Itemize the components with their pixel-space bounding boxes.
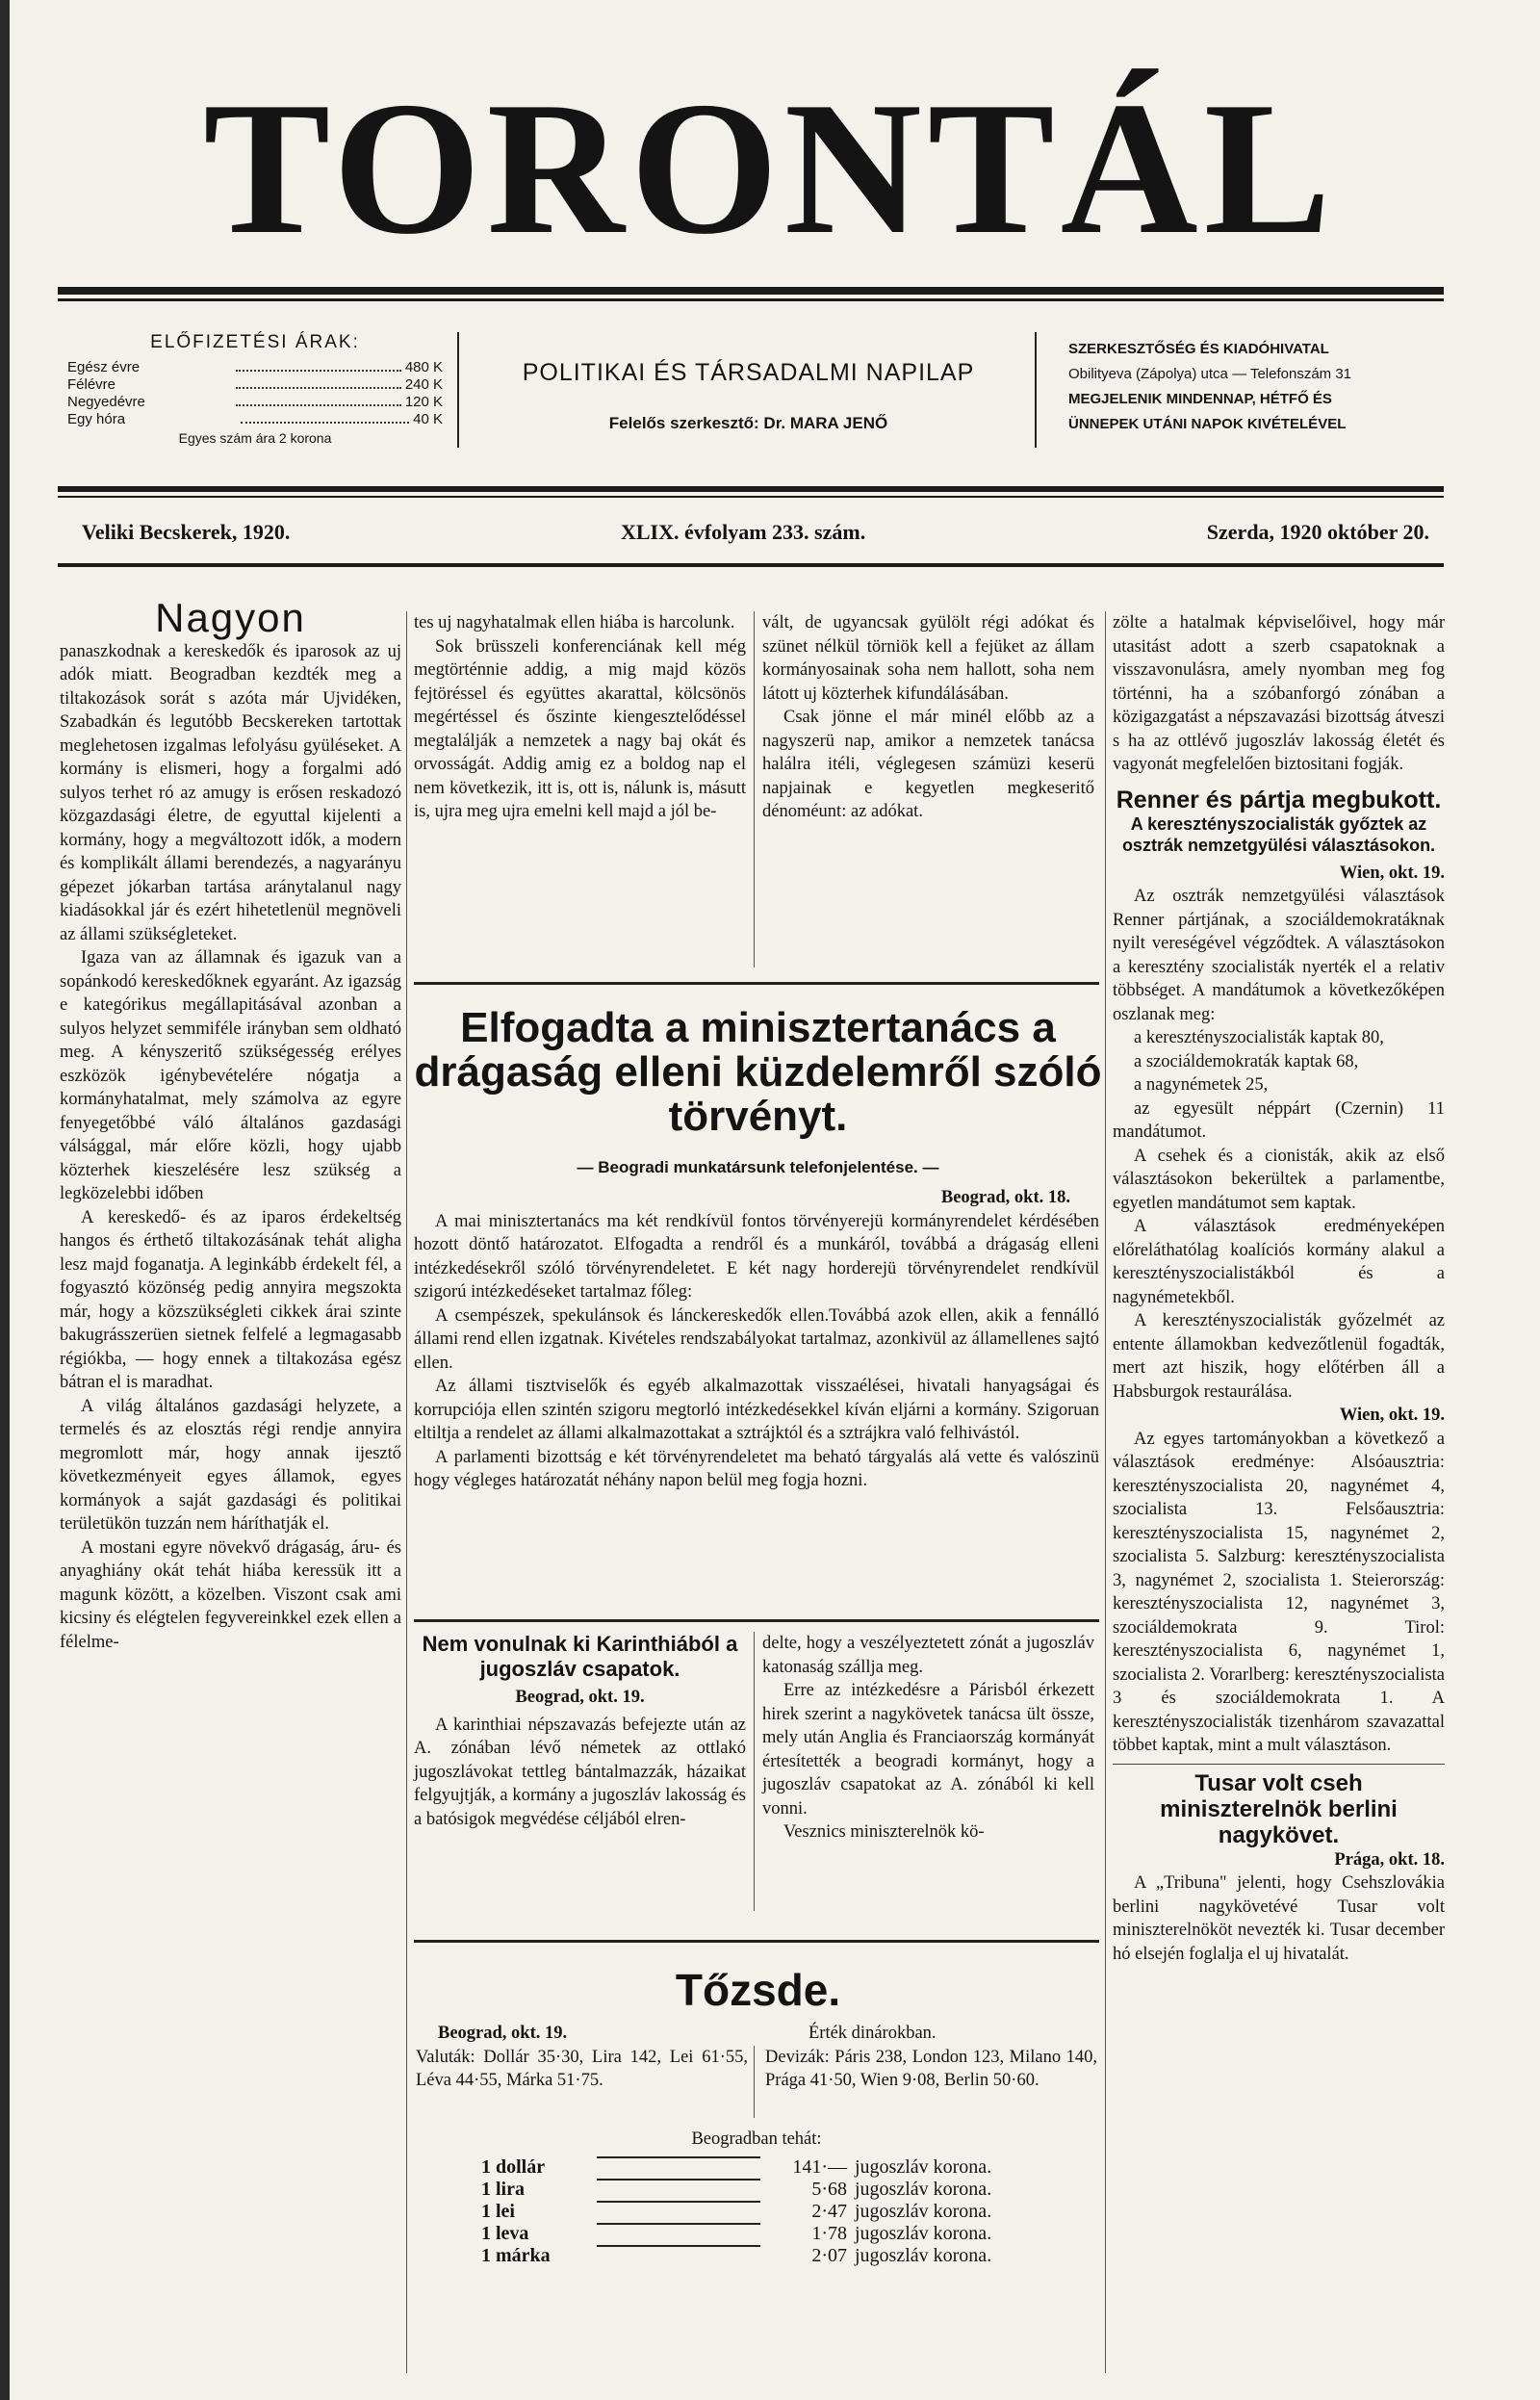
article-karinthia-col1: [414, 1632, 746, 1831]
separator: [1113, 1764, 1445, 1765]
editor-line: Felelős szerkesztő: Dr. MARA JENŐ: [608, 414, 888, 432]
masthead-rule: [58, 287, 1444, 295]
masthead: [82, 63, 1458, 273]
subscription-box: [67, 332, 443, 448]
header-divider: [457, 332, 459, 448]
paragraph: A csehek és a cionisták, akik az első választásokon bekerültek a parlamentbe, egyetlen mandátumot sem kaptak.: [1113, 1146, 1445, 1213]
paragraph: vált, de ugyancsak gyülölt régi adókat és szünet nélkül törniök kell a fejüket az állam kormányosainak soha nem hallott, soha nem látott uj közterhek kifundálásában.: [762, 613, 1094, 704]
column-divider: [754, 611, 755, 968]
paragraph: Erre az intézkedésre a Párisból érkezett hirek szerint a nagykövetek tanácsa ült össze, mely után Anglia és Franciaország kormányát értesítették a beogradi kormányt, hogy a jugoszláv csapatokat az A. zónából ki kell vonni.: [762, 1681, 1094, 1819]
article-nagyon-col2: [414, 611, 746, 824]
renner-dateline: Wien, okt. 19.: [1339, 863, 1445, 883]
tozsde-devizak: Devizák: Páris 238, London 123, Milano 140, Prága 41·50, Wien 9·08, Berlin 50·60.: [765, 2048, 1097, 2090]
section-rule: [414, 982, 1099, 985]
dateline-date: Szerda, 1920 október 20.: [1206, 520, 1429, 544]
column-divider: [1105, 611, 1106, 2373]
column-divider: [406, 611, 407, 2373]
publication-line: ÜNNEPEK UTÁNI NAPOK KIVÉTELÉVEL: [1068, 416, 1347, 432]
rate-row: 1 dollár 141·— jugoszláv korona.: [481, 2156, 992, 2178]
paragraph: Az állami tisztviselők és egyéb alkalmazottak visszaélései, hivatali hanyagságai és korrupciója ellen szintén szigoru megtorló intézkedésekkel kíván eljárni a kormány. Szigoruan eltiltja a rendelet az állami alkalmazottakat a sztrájktól és a sztrájkra való felhivástól.: [414, 1377, 1099, 1443]
paragraph: zölte a hatalmak képviselőivel, hogy már utasitást adott a szerb csapatoknak a visszavonulásra, amely nyomban meg fog történni, ha a szóbanforgó zónában a közigazgatást a népszavazási bizottság átveszi s ha az ottlévő jugoszláv lakosság életét és vagyonát megfelelően biztositani fogják.: [1113, 613, 1445, 774]
karinthia-dateline: Beograd, okt. 19.: [515, 1688, 645, 1707]
tusar-dateline: Prága, okt. 18.: [1334, 1849, 1445, 1870]
masthead-rule-thin: [58, 298, 1444, 301]
karinthia-headline: Nem vonulnak ki Karinthiából a jugoszláv csapatok.: [422, 1632, 738, 1681]
paragraph: Igaza van az államnak és igazuk van a sopánkodó kereskedőknek egyaránt. Az igazság e kategórikus megállapitásával azonban a sulyos helyzet semmiféle irányban sem oldható meg. A kényszeritő szükségesség erélyes eszközök igénybevételére nógatja a kormányhatalmat, mely számolva az egyre fenyegetőbbé váló általános gazdasági válsággal, már előre közli, hogy ujabb közterhek kieszelésére lesz szükség a legközelebbi időben: [60, 948, 401, 1203]
paragraph: tes uj nagyhatalmak ellen hiába is harcolunk.: [414, 613, 735, 632]
paragraph: a szociáldemokraták kaptak 68,: [1134, 1051, 1359, 1071]
miniszter-headline: Elfogadta a minisztertanács a drágaság elleni küzdelemről szóló törvényt.: [414, 1004, 1102, 1140]
tusar-headline: Tusar volt cseh miniszterelnök berlini nagykövet.: [1160, 1769, 1398, 1848]
rates-table: [481, 2156, 1040, 2267]
subscription-row: Negyedévre 120 K: [67, 394, 444, 410]
section-rule: [414, 1619, 1099, 1622]
subscription-heading: ELŐFIZETÉSI ÁRAK:: [150, 332, 360, 352]
subscription-row: Félévre 240 K: [67, 376, 444, 393]
paragraph: A kereskedő- és az iparos érdekeltség hangos és érthető tiltakozásának tehát aligha lesz majd foganatja. A leginkább érdekelt fél, a fogyasztó közönség pedig annyira megszokta már, hogy a közszükségleti cikkek árai szinte bakugrásszerüen sietnek felfelé a legmagasabb régiókba, — hogy ennek a tiltakozása egész bátran el is maradhat.: [60, 1207, 401, 1392]
article-karinthia-col2: [762, 1632, 1094, 1845]
paragraph: A világ általános gazdasági helyzete, a termelés és az elosztás régi rendje annyira megromlott már, hogy annak ijesztő következményeit egyes államok, egyes kormányok a saját gazdasági és politikai területükön tuzzán nem háríthatják el.: [60, 1396, 401, 1534]
rate-row: 1 leva 1·78 jugoszláv korona.: [481, 2223, 992, 2244]
article-nagyon-col1: [60, 595, 401, 1654]
header-right: [1068, 337, 1444, 437]
article-title: Nagyon: [155, 595, 306, 640]
paragraph: A mostani egyre növekvő drágaság, áru- és anyaghiány okát tehát hiába keressük itt a magunk között, a közelben. Viszont csak ami kicsiny és elégtelen fegyvereinkkel ezek ellen a félelme-: [60, 1537, 401, 1652]
column-divider: [754, 2046, 755, 2118]
paragraph: Csak jönne el már minél előbb az a nagyszerü nap, amikor a nemzetek tanácsa halálra itéli, véglegesen számüzi keserü napjainak e kegyetlen megkeseritő dénoméunt: az adókat.: [762, 708, 1094, 821]
rate-row: 1 lira 5·68 jugoszláv korona.: [481, 2179, 992, 2200]
dateline: [82, 520, 1429, 549]
dateline-place: Veliki Becskerek, 1920.: [82, 520, 291, 544]
paragraph: A mai minisztertanács ma két rendkívül fontos törvényerejü kormányrendelet kérdésében hozott döntő határozatot. Elfogadta a rendről és a munkáról, továbbá a drágaság elleni intézkedésekről szóló törvényrendeletet. E két nagy horderejü törvényrendelet rendkívül szigorú intézkedéseket tartalmaz főleg:: [414, 1211, 1099, 1302]
paper-subtitle: POLITIKAI ÉS TÁRSADALMI NAPILAP: [522, 359, 975, 386]
tozsde-valutak: Valuták: Dollár 35·30, Lira 142, Lei 61·55, Léva 44·55, Márka 51·75.: [416, 2048, 748, 2090]
paragraph: A karinthiai népszavazás befejezte után az A. zónában lévő németek az ottlakó jugoszlávokat tettleg bántalmazzák, házaikat felgyujtják, a kormány a jugoszláv lakosság és a batósigok megvédése céljából elren-: [414, 1715, 746, 1829]
office-line: SZERKESZTŐSÉG ÉS KIADÓHIVATAL: [1068, 341, 1329, 357]
miniszter-byline: — Beogradi munkatársunk telefonjelentése. —: [577, 1158, 939, 1176]
rate-row: 1 lei 2·47 jugoszláv korona.: [481, 2201, 992, 2222]
section-rule: [414, 1940, 1099, 1943]
paragraph: A csempészek, spekulánsok és lánckereskedők ellen.Továbbá azok ellen, akik a fennálló állami rend ellen izgatnak. Kivételes rendszabályokat tartalmaz, azonkivül az államellenes sajtó ellen.: [414, 1305, 1099, 1373]
rate-row: 1 márka 2·07 jugoszláv korona.: [481, 2245, 992, 2266]
paragraph: A parlamenti bizottság e két törvényrendeletet ma beható tárgyalás alá vette és valószinü hogy végleges határozatát néhány napon belül meg fogja hozni.: [414, 1447, 1099, 1490]
renner-lead: A keresztényszocialisták győztek az osztrák nemzetgyülési választásokon.: [1121, 813, 1436, 855]
page-edge: [0, 0, 10, 2400]
miniszter-dateline: Beograd, okt. 18.: [940, 1188, 1070, 1207]
tozsde-beograd-heading: Beogradban tehát:: [691, 2129, 822, 2149]
single-copy-price: Egyes szám ára 2 korona: [178, 430, 332, 446]
article-right-column: [1113, 611, 1445, 1966]
paragraph: az egyesült néppárt (Czernin) 11 mandátumot.: [1113, 1098, 1445, 1142]
paragraph: A választások eredményeképen előreláthatólag koalíciós kormány alakul a keresztényszocialistákból és a nagynémetekből.: [1113, 1217, 1445, 1307]
tozsde-unit-note: Érték dinárokban.: [808, 2024, 937, 2043]
paragraph: Sok brüsszeli konferenciának kell még megtörténnie addig, a mig majd közös fejtöréssel és együttes akarattal, kölcsönös megértéssel és őszinte kiengesztelődéssel megtalálják a nemzetek a nagy baj okát és orvosságát. Addig amig ez a boldog nap el nem következik, itt is, ott is, nálunk is, másutt is, ujra meg ujra emelni kell majd a jól be-: [414, 636, 746, 821]
article-miniszter: [414, 1186, 1099, 1493]
paragraph: a nagynémetek 25,: [1134, 1075, 1269, 1095]
paragraph: A keresztényszocialisták győzelmét az entente államokban kedvezőtlenül fogadták, mert azt hiszik, hogy előtérben áll a Habsburgok restaurálása.: [1113, 1311, 1445, 1402]
paragraph: A „Tribuna" jelenti, hogy Csehszlovákia berlini nagykövetévé Tusar volt miniszterelnököt nevezték ki. Tusar december hó elsején foglalja el uj hivatalát.: [1113, 1873, 1445, 1964]
header-bottom-rule-thin: [58, 496, 1444, 498]
renner-dateline: Wien, okt. 19.: [1339, 1406, 1445, 1425]
paragraph: Az osztrák nemzetgyülési választások Renner pártjának, a szociáldemokratáknak nyilt vereségével végződtek. A választásokon a keresztény szocialisták nyerték el a relativ többséget. A mandátumok a következőképen oszlanak meg:: [1113, 887, 1445, 1024]
tozsde-dateline: Beograd, okt. 19.: [438, 2024, 568, 2043]
header-divider: [1035, 332, 1037, 448]
publication-line: MEGJELENIK MINDENNAP, HÉTFŐ ÉS: [1068, 391, 1332, 407]
paragraph: Az egyes tartományokban a következő a választások eredménye: Alsóausztria: keresztényszocialista 20, nagynémet 4, szocialista 13. Felsőausztria: keresztényszocialista 15, nagynémet 2, szocialista 5. Salzburg: keresztényszocialista 3, nagynémet 2, szocialista 1. Steierország: keresztényszocialista 12, nagynémet 3, szociáldemokrata 9. Tirol: keresztényszocialista 6, nagynémet 1, szocialista 2. Vorarlberg: keresztényszocialista 3 és szociáldemokrata 1. A keresztényszocialisták tizenhárom szavazattal többet kaptak, mint a mult választáson.: [1113, 1429, 1445, 1755]
header-bottom-rule: [58, 486, 1444, 492]
address-line: Obilityeva (Zápolya) utca — Telefonszám 31: [1068, 366, 1352, 382]
paragraph: a keresztényszocialisták kaptak 80,: [1134, 1028, 1384, 1047]
article-nagyon-col3: [762, 611, 1094, 824]
header-row: [67, 332, 1444, 477]
masthead-title: TORONTÁL: [203, 63, 1337, 273]
subscription-row: Egy hóra 40 K: [67, 411, 444, 427]
column-divider: [754, 1632, 755, 1911]
paragraph: panaszkodnak a kereskedők és iparosok az uj adók miatt. Beogradban kezdték meg a tiltakozások sorát s azóta már Ujvidéken, Szabadkán és legutóbb Becskereken tartottak meglehetosen izgalmas lefolyásu gyüléseket. A kormány is elismeri, hogy a forgalmi adó sulyos terhet ró az amugy is erősen reskadozó közgazdasági életre, de egyuttal kijelenti a kormány, hogy a megváltozott idők, a modern és komplikált állami berendezés, a nagyarányu gépezet jókarban tartása aránytalanul nagy kiadásokkal jár és ezért hihetetlenül megnöveli az állami szükségleteket.: [60, 641, 401, 944]
subscription-row: Egész évre 480 K: [67, 359, 444, 375]
renner-headline: Renner és pártja megbukott.: [1116, 786, 1442, 813]
dateline-volume: XLIX. évfolyam 233. szám.: [621, 520, 866, 544]
header-center: [467, 359, 1030, 433]
paragraph: delte, hogy a veszélyeztetett zónát a jugoszláv katonaság szállja meg.: [762, 1634, 1094, 1677]
tozsde-title: Tőzsde.: [675, 1965, 841, 2015]
dateline-rule: [58, 563, 1444, 567]
paragraph: Vesznics miniszterelnök kö-: [783, 1822, 985, 1842]
